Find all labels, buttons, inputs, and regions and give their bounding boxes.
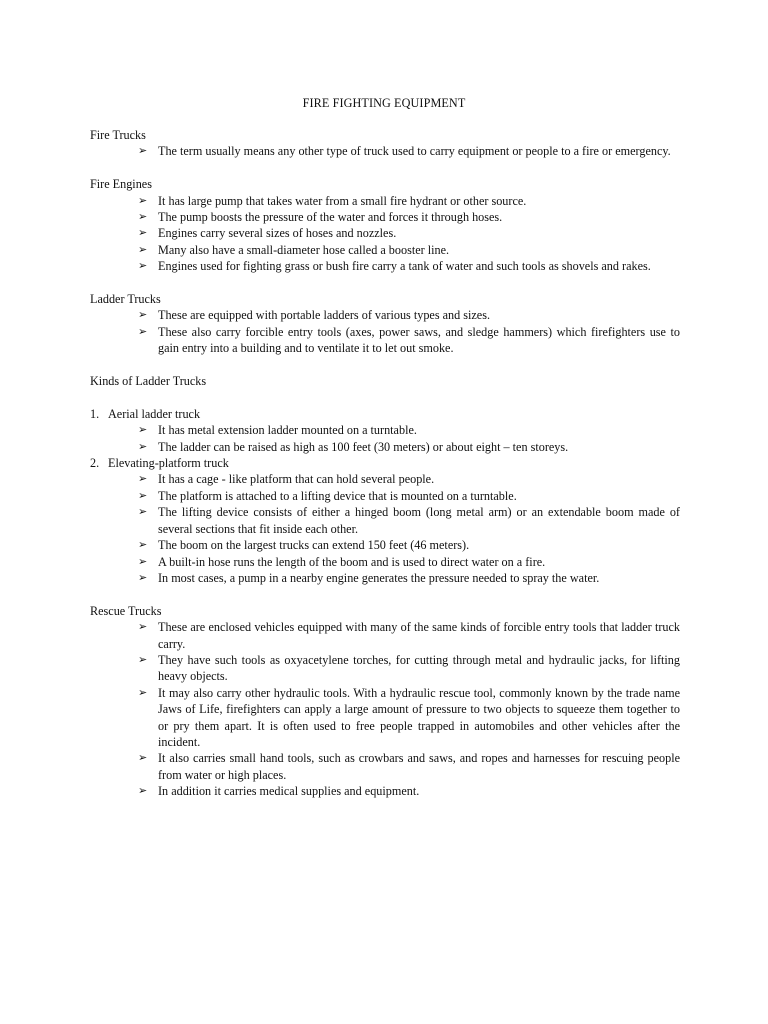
section-heading-rescue-trucks: Rescue Trucks [90, 603, 162, 618]
list-item: ➢ It may also carry other hydraulic tools. With a hydraulic rescue tool, commonly known by the trade name Jaws of Life, firefighters can apply a large amount of pressure to two objects to squeeze them together to or pry them apart. It is often used to free people trapped in automobiles and other vehicles after the incident. [138, 685, 680, 749]
elevating-platform-list [90, 471, 680, 586]
arrow-bullet-icon: ➢ [138, 472, 148, 486]
list-item: ➢ The term usually means any other type of truck used to carry equipment or people to a fire or emergency. [138, 144, 671, 159]
arrow-bullet-icon: ➢ [138, 242, 148, 256]
item-label: Elevating-platform truck [108, 456, 229, 471]
list-item: ➢ The boom on the largest trucks can extend 150 feet (46 meters). [138, 538, 470, 553]
arrow-bullet-icon: ➢ [138, 488, 148, 502]
numbered-item-aerial [90, 406, 680, 422]
arrow-bullet-icon: ➢ [138, 538, 148, 552]
arrow-bullet-icon: ➢ [138, 423, 148, 437]
document-title: FIRE FIGHTING EQUIPMENT [302, 96, 466, 110]
list-item: ➢ The ladder can be raised as high as 100 feet (30 meters) or about eight – ten storeys. [138, 439, 569, 454]
section-heading-fire-engines: Fire Engines [90, 177, 152, 192]
arrow-bullet-icon: ➢ [138, 652, 148, 666]
arrow-bullet-icon: ➢ [138, 751, 148, 765]
list-item: ➢ It also carries small hand tools, such as crowbars and saws, and ropes and harnesses for rescuing people from water or high places. [138, 751, 680, 782]
arrow-bullet-icon: ➢ [138, 324, 148, 338]
list-item: ➢ Many also have a small-diameter hose called a booster line. [138, 242, 450, 257]
list-item: ➢ They have such tools as oxyacetylene torches, for cutting through metal and hydraulic jacks, for lifting heavy objects. [138, 652, 680, 684]
arrow-bullet-icon: ➢ [138, 439, 148, 453]
rescue-trucks-list [90, 619, 680, 799]
arrow-bullet-icon: ➢ [138, 308, 148, 322]
arrow-bullet-icon: ➢ [138, 144, 148, 158]
arrow-bullet-icon: ➢ [138, 210, 148, 224]
arrow-bullet-icon: ➢ [138, 685, 148, 699]
ladder-trucks-list [90, 307, 680, 356]
arrow-bullet-icon: ➢ [138, 505, 148, 519]
list-item: ➢ The pump boosts the pressure of the water and forces it through hoses. [138, 210, 503, 225]
item-number: 1. [90, 406, 100, 421]
list-item: ➢ The platform is attached to a lifting device that is mounted on a turntable. [138, 488, 517, 503]
document-body [90, 127, 680, 800]
list-item: ➢ Engines used for fighting grass or bush fire carry a tank of water and such tools as shovels and rakes. [138, 259, 651, 274]
list-item: ➢ In most cases, a pump in a nearby engine generates the pressure needed to spray the water. [138, 570, 600, 585]
section-heading-fire-trucks: Fire Trucks [90, 128, 146, 142]
fire-engines-list [90, 193, 680, 275]
arrow-bullet-icon: ➢ [138, 620, 148, 634]
item-label: Aerial ladder truck [108, 406, 201, 421]
numbered-item-elevating [90, 455, 680, 471]
arrow-bullet-icon: ➢ [138, 193, 148, 207]
list-item: ➢ A built-in hose runs the length of the boom and is used to direct water on a fire. [138, 554, 546, 569]
aerial-ladder-list [90, 422, 680, 455]
arrow-bullet-icon: ➢ [138, 570, 148, 584]
list-item: ➢ The lifting device consists of either a hinged boom (long metal arm) or an extendable boom made of several sections that fit inside each other. [138, 505, 680, 536]
section-heading-ladder-trucks: Ladder Trucks [90, 292, 161, 307]
list-item: ➢ It has metal extension ladder mounted on a turntable. [138, 423, 417, 438]
list-item: ➢ It has a cage - like platform that can hold several people. [138, 472, 435, 487]
list-item: ➢ It has large pump that takes water from a small fire hydrant or other source. [138, 193, 527, 208]
list-item: ➢ In addition it carries medical supplies and equipment. [138, 784, 420, 799]
list-item: ➢ These are enclosed vehicles equipped with many of the same kinds of forcible entry tools that ladder truck carry. [138, 620, 680, 651]
arrow-bullet-icon: ➢ [138, 259, 148, 273]
section-heading-kinds-of-ladder-trucks: Kinds of Ladder Trucks [90, 374, 207, 389]
list-item: ➢ These are equipped with portable ladders of various types and sizes. [138, 308, 491, 323]
arrow-bullet-icon: ➢ [138, 784, 148, 798]
fire-trucks-list [90, 143, 680, 159]
arrow-bullet-icon: ➢ [138, 554, 148, 568]
list-item: ➢ These also carry forcible entry tools (axes, power saws, and sledge hammers) which firefighters use to gain entry into a building and to ventilate it to let out smoke. [138, 324, 680, 356]
list-item: ➢ Engines carry several sizes of hoses and nozzles. [138, 226, 397, 241]
item-number: 2. [90, 456, 100, 471]
arrow-bullet-icon: ➢ [138, 226, 148, 240]
